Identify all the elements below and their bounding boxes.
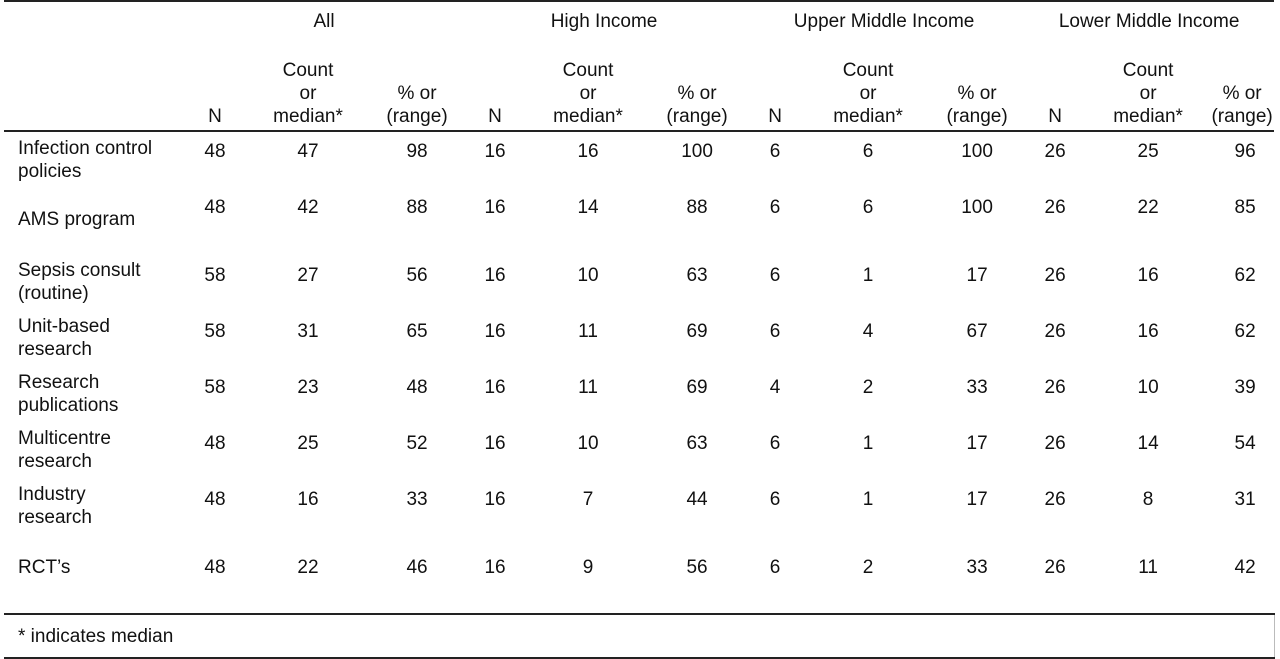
row-label — [4, 259, 184, 315]
header-percent-line: (range) — [946, 106, 1008, 127]
header-percent-line: (range) — [1211, 106, 1273, 127]
table-cell: 16 — [484, 265, 506, 286]
table-body — [4, 131, 1274, 614]
row-label-line: Research — [18, 372, 100, 393]
row-label-line: RCT’s — [18, 557, 71, 578]
header-count-line: or — [1139, 83, 1157, 104]
table-cell: 2 — [862, 377, 874, 398]
table-row — [4, 191, 1274, 259]
header-count-line: Count — [842, 60, 894, 81]
header-count-line: median* — [1113, 106, 1183, 127]
header-count-line: median* — [273, 106, 343, 127]
row-label-line: Industry — [18, 484, 86, 505]
header-percent-line: % or — [397, 83, 437, 104]
row-label-line: Multicentre — [18, 428, 111, 449]
table-cell: 44 — [686, 489, 708, 510]
row-label-header — [4, 40, 184, 131]
row-label-line: research — [18, 451, 92, 472]
corner-cell — [4, 1, 184, 40]
table-cell: 88 — [686, 197, 708, 218]
table-cell: 85 — [1234, 197, 1256, 218]
table-cell: 16 — [484, 377, 506, 398]
table-cell: 58 — [204, 377, 226, 398]
table-cell: 22 — [246, 539, 370, 614]
row-label — [4, 483, 184, 539]
row-label-line: policies — [18, 161, 82, 182]
row-label-line: research — [18, 339, 92, 360]
table-cell: 26 — [1044, 141, 1066, 162]
column-header-row — [4, 40, 1274, 131]
table-cell: 11 — [578, 321, 598, 342]
row-label — [4, 131, 184, 191]
column-header-percent-upper-middle-income — [930, 40, 1024, 131]
table-row — [4, 315, 1274, 371]
table-cell: 88 — [406, 197, 428, 218]
table-cell: 26 — [1024, 539, 1086, 614]
group-header-row — [4, 1, 1274, 40]
table-cell: 7 — [582, 489, 594, 510]
table-cell: 6 — [769, 197, 781, 218]
table-cell: 62 — [1234, 265, 1256, 286]
table-cell: 31 — [1234, 489, 1256, 510]
table-cell: 6 — [744, 539, 806, 614]
row-label-line: Sepsis consult — [18, 260, 141, 281]
table-cell: 25 — [297, 433, 319, 454]
table-cell: 100 — [961, 141, 993, 162]
table-cell: 4 — [862, 321, 874, 342]
table-cell: 6 — [769, 321, 781, 342]
table-cell: 16 — [577, 141, 599, 162]
table-row — [4, 539, 1274, 614]
header-percent-line: % or — [957, 83, 997, 104]
table-cell: 33 — [406, 489, 428, 510]
table-cell: 17 — [966, 265, 988, 286]
table-cell: 16 — [1137, 265, 1159, 286]
table-cell: 39 — [1234, 377, 1256, 398]
header-count-line: Count — [1122, 60, 1174, 81]
column-header-percent-lower-middle-income — [1210, 40, 1274, 131]
row-label — [4, 315, 184, 371]
table-cell: 6 — [769, 433, 781, 454]
table-cell: 10 — [1137, 377, 1159, 398]
table-cell: 11 — [578, 377, 598, 398]
table-cell: 54 — [1234, 433, 1256, 454]
column-header-percent-high-income — [650, 40, 744, 131]
table-row — [4, 371, 1274, 427]
row-label-line: AMS program — [18, 209, 136, 230]
column-header-percent-all — [370, 40, 464, 131]
group-header-all: All — [184, 1, 464, 40]
table-cell: 33 — [966, 377, 988, 398]
column-header-count-high-income — [526, 40, 650, 131]
data-table-container — [4, 0, 1276, 647]
table-cell: 16 — [1137, 321, 1159, 342]
row-label — [4, 539, 184, 614]
table-cell: 42 — [1210, 539, 1274, 614]
header-percent-line: (range) — [666, 106, 728, 127]
column-header-n-high-income — [464, 40, 526, 131]
table-cell: 1 — [862, 265, 874, 286]
table-cell: 4 — [769, 377, 781, 398]
header-n-text: N — [488, 106, 502, 127]
table-cell: 63 — [686, 265, 708, 286]
header-n-text: N — [768, 106, 782, 127]
table-cell: 2 — [806, 539, 930, 614]
income-group-table — [4, 0, 1275, 659]
table-cell: 96 — [1234, 141, 1256, 162]
table-cell: 100 — [681, 141, 713, 162]
table-cell: 22 — [1137, 197, 1159, 218]
table-cell: 23 — [297, 377, 319, 398]
table-cell: 65 — [406, 321, 428, 342]
column-header-n-upper-middle-income — [744, 40, 806, 131]
table-cell: 17 — [966, 489, 988, 510]
column-header-n-all — [184, 40, 246, 131]
table-cell: 48 — [406, 377, 428, 398]
footnote: * indicates median — [4, 614, 1274, 658]
column-header-count-lower-middle-income — [1086, 40, 1210, 131]
row-label-line: Unit-based — [18, 316, 110, 337]
row-label-line: Infection control — [18, 138, 153, 159]
table-cell: 63 — [686, 433, 708, 454]
table-cell: 48 — [184, 539, 246, 614]
table-cell: 25 — [1137, 141, 1159, 162]
column-header-count-all — [246, 40, 370, 131]
table-cell: 48 — [204, 197, 226, 218]
row-label — [4, 191, 184, 259]
table-row — [4, 483, 1274, 539]
header-percent-line: % or — [1222, 83, 1262, 104]
table-cell: 58 — [204, 321, 226, 342]
table-row — [4, 259, 1274, 315]
table-cell: 48 — [204, 433, 226, 454]
row-label-line: publications — [18, 395, 119, 416]
table-cell: 46 — [370, 539, 464, 614]
table-cell: 33 — [930, 539, 1024, 614]
table-cell: 58 — [204, 265, 226, 286]
header-count-line: Count — [282, 60, 334, 81]
table-cell: 8 — [1142, 489, 1154, 510]
table-cell: 62 — [1234, 321, 1256, 342]
header-count-line: Count — [562, 60, 614, 81]
table-cell: 26 — [1044, 197, 1066, 218]
table-cell: 26 — [1044, 377, 1066, 398]
table-cell: 6 — [862, 197, 874, 218]
table-cell: 26 — [1044, 489, 1066, 510]
table-cell: 100 — [961, 197, 993, 218]
table-cell: 42 — [297, 197, 319, 218]
table-cell: 16 — [484, 433, 506, 454]
table-cell: 1 — [862, 433, 874, 454]
table-cell: 16 — [484, 321, 506, 342]
group-header-high-income: High Income — [464, 1, 744, 40]
header-count-line: median* — [553, 106, 623, 127]
row-label — [4, 371, 184, 427]
table-cell: 48 — [204, 141, 226, 162]
table-cell: 16 — [484, 197, 506, 218]
table-cell: 52 — [406, 433, 428, 454]
table-cell: 26 — [1044, 265, 1066, 286]
column-header-count-upper-middle-income — [806, 40, 930, 131]
table-cell: 48 — [204, 489, 226, 510]
table-cell: 16 — [484, 489, 506, 510]
row-label-line: research — [18, 507, 92, 528]
table-cell: 9 — [526, 539, 650, 614]
table-cell: 16 — [297, 489, 319, 510]
table-cell: 6 — [769, 141, 781, 162]
table-cell: 17 — [966, 433, 988, 454]
header-n-text: N — [208, 106, 222, 127]
table-cell: 16 — [484, 141, 506, 162]
group-header-upper-middle-income: Upper Middle Income — [744, 1, 1024, 40]
group-header-lower-middle-income: Lower Middle Income — [1024, 1, 1274, 40]
table-row — [4, 427, 1274, 483]
table-cell: 26 — [1044, 321, 1066, 342]
table-cell: 98 — [406, 141, 428, 162]
table-cell: 1 — [862, 489, 874, 510]
table-cell: 56 — [650, 539, 744, 614]
table-cell: 27 — [297, 265, 319, 286]
table-cell: 31 — [297, 321, 319, 342]
row-label — [4, 427, 184, 483]
table-cell: 10 — [577, 265, 599, 286]
table-cell: 69 — [686, 377, 708, 398]
header-percent-line: % or — [677, 83, 717, 104]
table-cell: 14 — [1137, 433, 1159, 454]
header-percent-line: (range) — [386, 106, 448, 127]
header-count-line: or — [579, 83, 597, 104]
table-cell: 56 — [406, 265, 428, 286]
footnote-row — [4, 614, 1274, 658]
column-header-n-lower-middle-income — [1024, 40, 1086, 131]
table-cell: 6 — [769, 265, 781, 286]
table-cell: 14 — [577, 197, 599, 218]
table-cell: 10 — [577, 433, 599, 454]
table-cell: 67 — [966, 321, 988, 342]
header-count-line: or — [859, 83, 877, 104]
header-count-line: or — [299, 83, 317, 104]
table-cell: 11 — [1086, 539, 1210, 614]
table-cell: 26 — [1044, 433, 1066, 454]
table-cell: 69 — [686, 321, 708, 342]
table-cell: 6 — [769, 489, 781, 510]
header-n-text: N — [1048, 106, 1062, 127]
table-cell: 6 — [862, 141, 874, 162]
row-label-line: (routine) — [18, 283, 89, 304]
table-cell: 16 — [464, 539, 526, 614]
table-cell: 47 — [297, 141, 319, 162]
table-row — [4, 131, 1274, 191]
header-count-line: median* — [833, 106, 903, 127]
